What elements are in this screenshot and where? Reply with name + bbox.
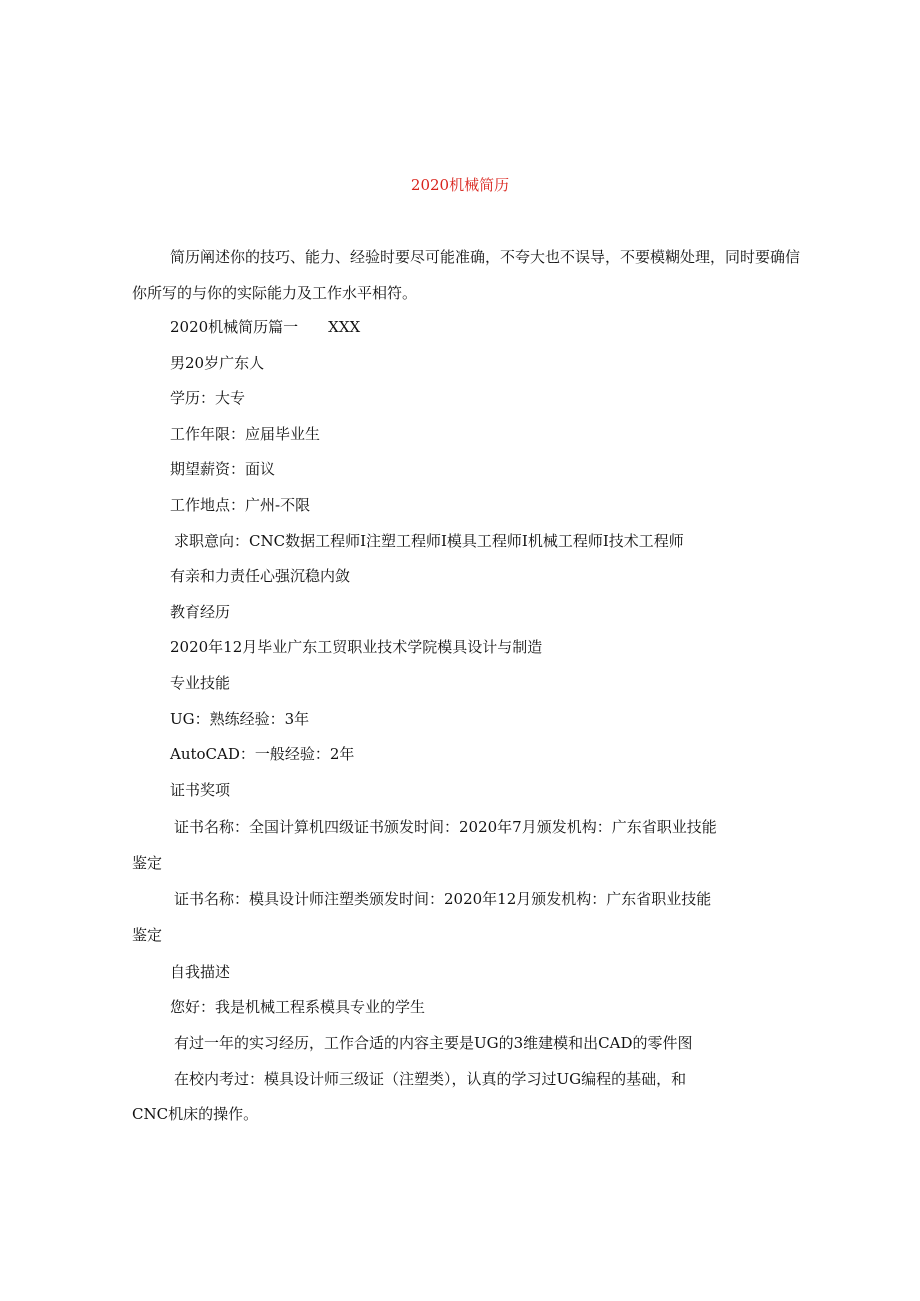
self-description-2: 有过一年的实习经历，工作合适的内容主要是UG的3维建模和出CAD的零件图 <box>174 1034 693 1052</box>
job-intent: 求职意向：CNC数据工程师I注塑工程师I模具工程师I机械工程师I技术工程师 <box>174 532 684 550</box>
self-description-heading: 自我描述 <box>170 963 231 981</box>
document-title: 2020机械简历 <box>410 176 510 194</box>
resume-heading: 2020机械简历篇一 XXX <box>170 318 361 336</box>
work-years: 工作年限：应届毕业生 <box>170 425 321 443</box>
skill-autocad: AutoCAD：一般经验：2年 <box>170 745 355 763</box>
certificate-2-line-2: 鉴定 <box>132 926 163 944</box>
certificate-1-line-2: 鉴定 <box>132 854 163 872</box>
certificate-2-line-1: 证书名称：模具设计师注塑类颁发时间：2020年12月颁发机构：广东省职业技能 <box>174 890 712 908</box>
expected-salary: 期望薪资：面议 <box>170 460 276 478</box>
self-description-1: 您好：我是机械工程系模具专业的学生 <box>170 998 426 1016</box>
intro-paragraph: 简历阐述你的技巧、能力、经验时要尽可能准确，不夸大也不误导，不要模糊处理，同时要确信你所写的与你的实际能力及工作水平相符。 <box>132 248 801 302</box>
education-level: 学历：大专 <box>170 389 246 407</box>
self-description-3-line-2: CNC机床的操作。 <box>132 1105 259 1123</box>
certificate-1-line-1: 证书名称：全国计算机四级证书颁发时间：2020年7月颁发机构：广东省职业技能 <box>174 818 717 836</box>
certificates-heading: 证书奖项 <box>170 781 231 799</box>
self-description-3-line-1: 在校内考过：模具设计师三级证（注塑类），认真的学习过UG编程的基础，和 <box>174 1070 687 1088</box>
personal-traits: 有亲和力责任心强沉稳内敛 <box>170 567 351 585</box>
gender-age: 男20岁广东人 <box>170 354 265 372</box>
skills-heading: 专业技能 <box>170 674 231 692</box>
education-heading: 教育经历 <box>170 603 231 621</box>
skill-ug: UG：熟练经验：3年 <box>170 710 310 728</box>
work-location: 工作地点：广州-不限 <box>170 496 311 514</box>
education-item: 2020年12月毕业广东工贸职业技术学院模具设计与制造 <box>170 638 543 656</box>
